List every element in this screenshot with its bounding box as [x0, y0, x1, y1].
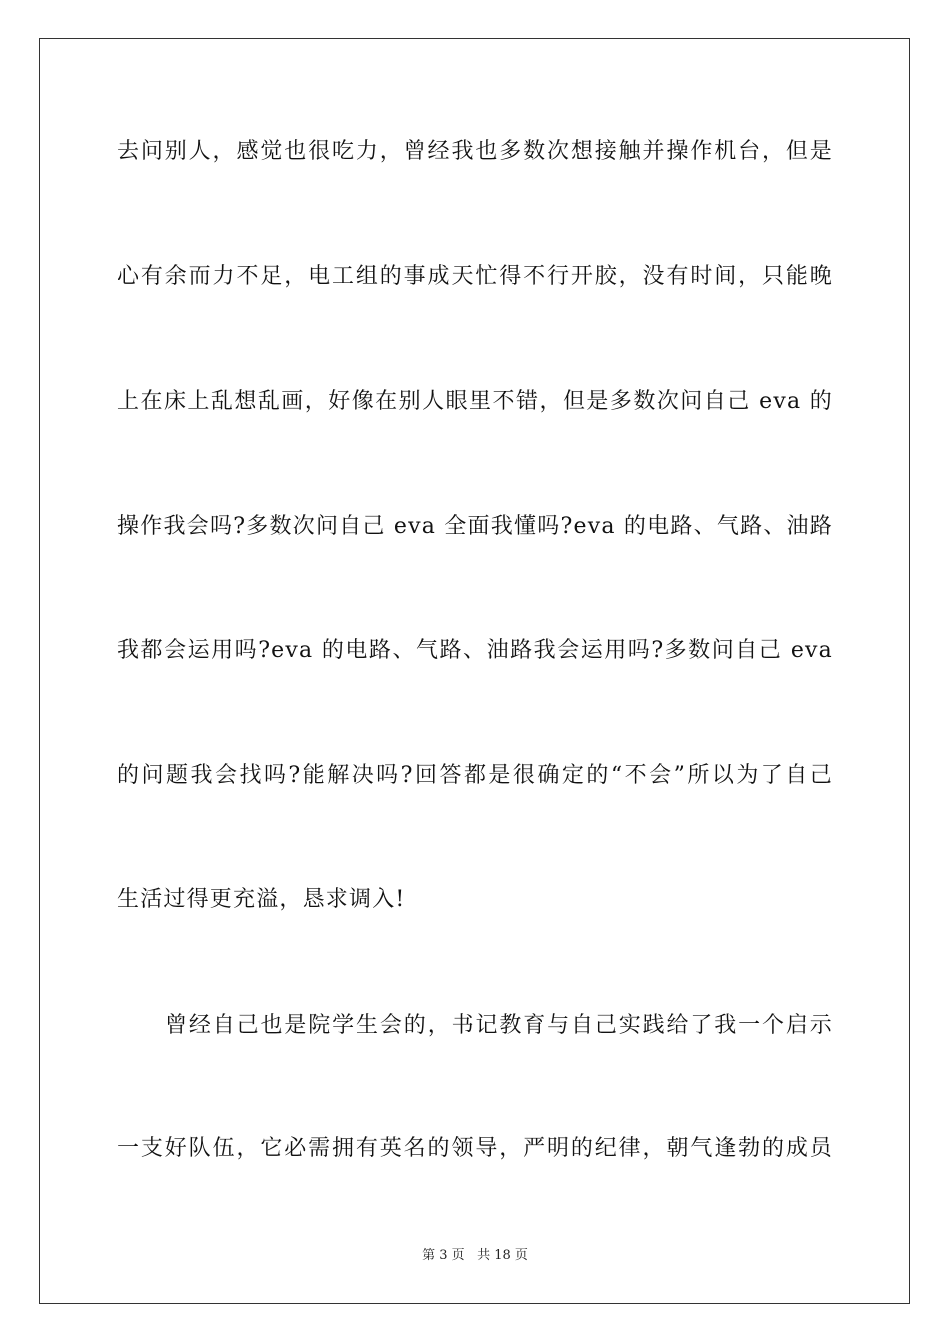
paragraph-line-5: 我都会运用吗?eva 的电路、气路、油路我会运用吗?多数问自己 eva — [117, 638, 833, 663]
paragraph-line-9: 一支好队伍，它必需拥有英名的领导，严明的纪律，朝气逢勃的成员 — [117, 1136, 833, 1161]
page-border — [39, 38, 910, 1304]
paragraph-line-8: 曾经自己也是院学生会的，书记教育与自己实践给了我一个启示 — [165, 1013, 833, 1038]
page-footer — [0, 1247, 950, 1265]
paragraph-line-6: 的问题我会找吗?能解决吗?回答都是很确定的“不会”所以为了自己 — [117, 763, 833, 788]
paragraph-line-3: 上在床上乱想乱画，好像在别人眼里不错，但是多数次问自己 eva 的 — [117, 389, 833, 414]
paragraph-line-1: 去问别人，感觉也很吃力，曾经我也多数次想接触并操作机台，但是 — [117, 139, 833, 164]
paragraph-line-2: 心有余而力不足，电工组的事成天忙得不行开胶，没有时间，只能晚 — [117, 264, 833, 289]
paragraph-line-4: 操作我会吗?多数次问自己 eva 全面我懂吗?eva 的电路、气路、油路 — [117, 514, 833, 539]
paragraph-line-7: 生活过得更充溢，恳求调入! — [117, 887, 406, 912]
page-total: 共 18 页 — [477, 1248, 528, 1263]
page-number: 第 3 页 — [422, 1248, 465, 1263]
